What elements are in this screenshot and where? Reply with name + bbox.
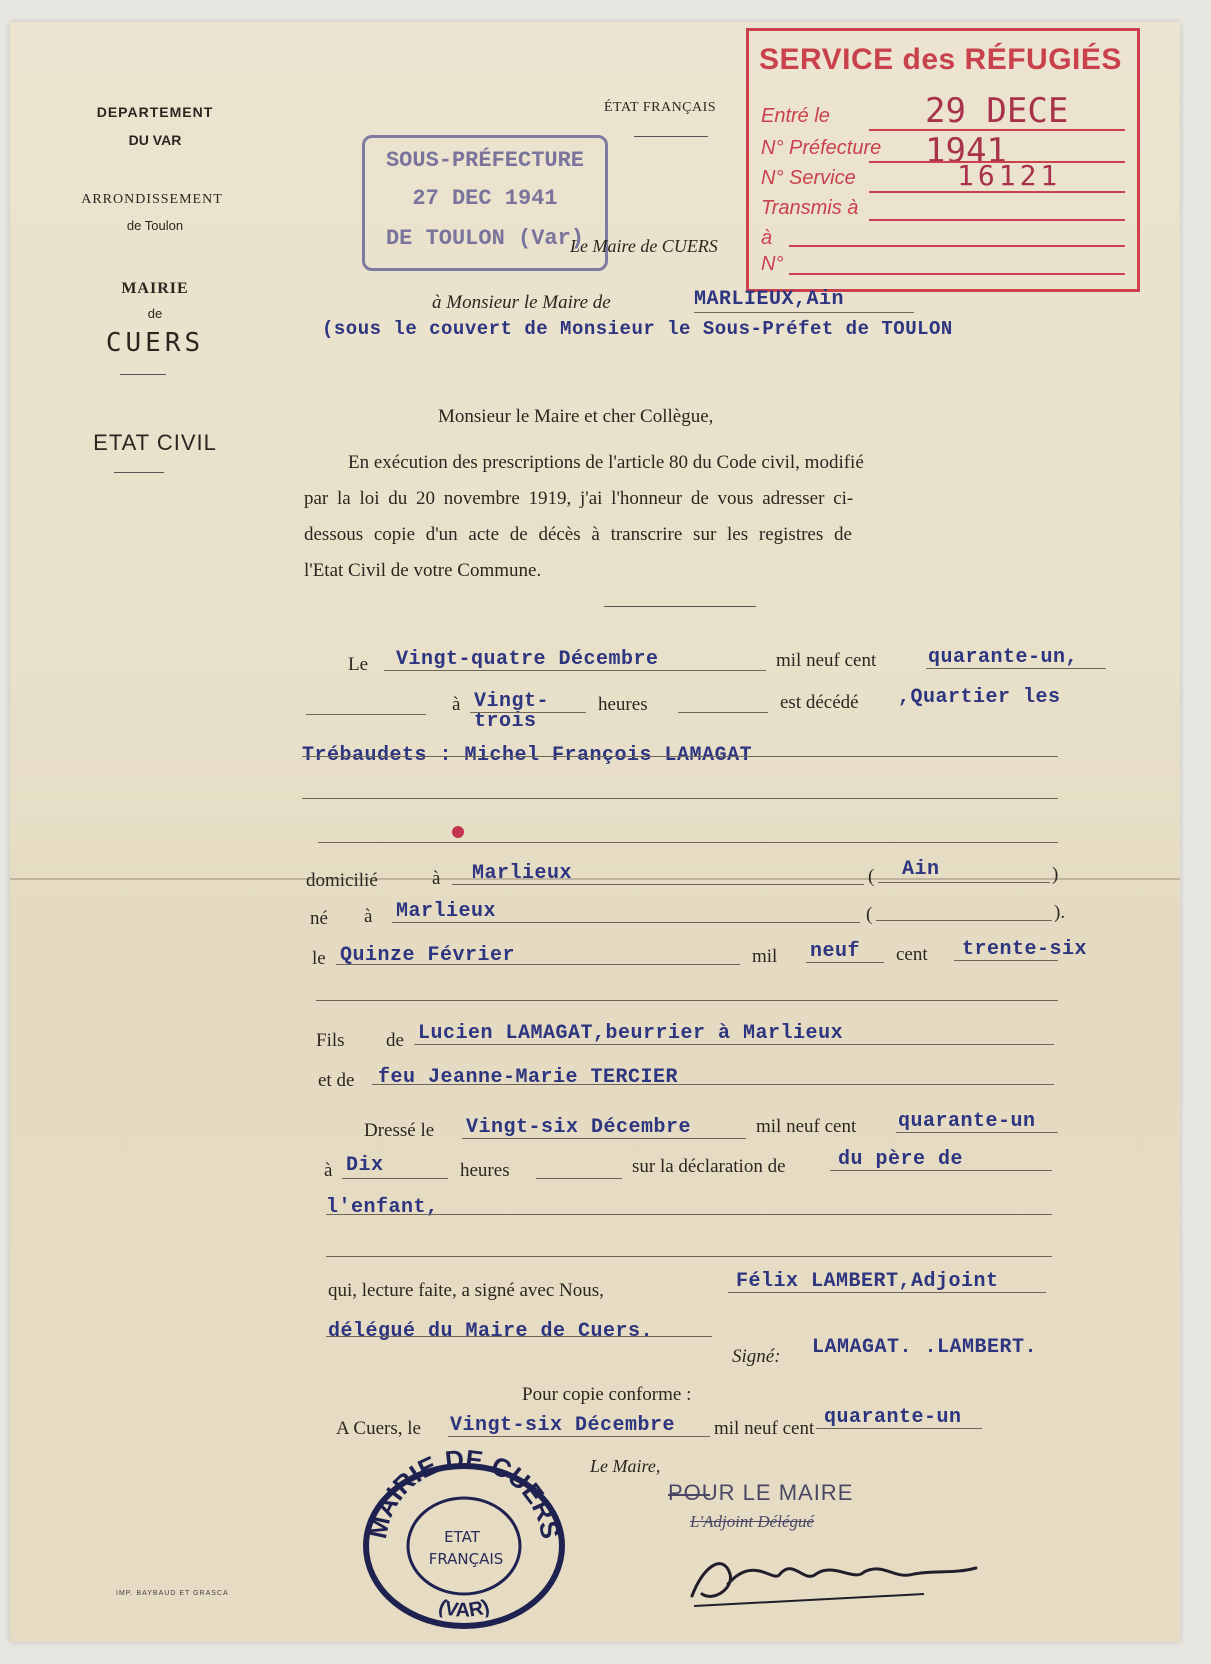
le-label: Le [348, 654, 369, 675]
underline [302, 756, 1058, 757]
birth-neuf: neuf [810, 940, 861, 963]
mother-name: feu Jeanne-Marie TERCIER [378, 1066, 679, 1089]
underline [316, 1000, 1058, 1001]
declarant-l1: du père de [838, 1148, 964, 1171]
seal-inner-l1: ETAT [444, 1528, 480, 1546]
dresse-hour: Dix [346, 1154, 384, 1177]
sous-couvert: (sous le couvert de Monsieur le Sous-Préfet de TOULON [322, 318, 953, 340]
paragraph-line: dessous copie d'un acte de décès à transcrire sur les registres de [304, 524, 852, 545]
underline [816, 1428, 982, 1429]
underline [926, 668, 1106, 669]
paren-close: ). [1054, 902, 1066, 923]
death-year: quarante-un, [928, 646, 1079, 669]
death-hour-l2: trois [474, 710, 537, 733]
declarant-l2: l'enfant, [326, 1196, 439, 1219]
a-cuers-le: A Cuers, le [336, 1418, 421, 1439]
death-date: Vingt-quatre Décembre [396, 648, 659, 671]
officer-l2: délégué du Maire de Cuers. [328, 1320, 654, 1343]
est-decede: est décédé [780, 692, 859, 713]
signe-label: Signé: [732, 1346, 781, 1367]
divider [114, 472, 164, 473]
etat-francais: ÉTAT FRANÇAIS [604, 100, 717, 115]
n-label: N° [761, 253, 784, 275]
underline [326, 1336, 712, 1337]
death-place-l1: ,Quartier les [898, 686, 1061, 709]
service-refugies-stamp [746, 28, 1140, 292]
dept-line2: DU VAR [128, 132, 182, 148]
prefecture-label: N° Préfecture [761, 137, 882, 159]
pour-copie: Pour copie conforme : [522, 1384, 692, 1405]
underline [336, 964, 740, 965]
fils-label: Fils [316, 1030, 345, 1051]
mil-label: mil [752, 946, 778, 967]
signature-drawing [684, 1544, 984, 1614]
a-label: à [324, 1160, 333, 1181]
underline [306, 714, 426, 715]
a-monsieur: à Monsieur le Maire de [432, 292, 611, 313]
underline [392, 922, 860, 923]
underline [728, 1292, 1046, 1293]
entre-label: Entré le [761, 105, 830, 127]
qui-lecture: qui, lecture faite, a signé avec Nous, [328, 1280, 604, 1301]
adjoint-delegue: L'Adjoint Délégué [690, 1512, 815, 1531]
town-name: CUERS [105, 328, 205, 358]
underline [954, 960, 1058, 961]
death-place-name: Trébaudets : Michel François LAMAGAT [302, 744, 753, 767]
divider [604, 606, 756, 607]
paragraph-line: par la loi du 20 novembre 1919, j'ai l'honneur de vous adresser ci- [304, 488, 854, 509]
dept-line1: DEPARTEMENT [96, 104, 214, 120]
seal-outer-text: MAIRIE DE CUERS [362, 1450, 566, 1542]
le-label: le [312, 948, 326, 969]
transmis-label: Transmis à [761, 197, 859, 219]
arr-line1: ARRONDISSEMENT [81, 192, 223, 207]
heures-label: heures [598, 694, 648, 715]
underline [448, 1436, 710, 1437]
underline [470, 712, 586, 713]
stamp-line1: SOUS-PRÉFECTURE [385, 148, 585, 173]
divider [634, 136, 708, 137]
birth-date: Quinze Février [340, 944, 516, 967]
underline [318, 842, 1058, 843]
a-label: à [761, 227, 773, 249]
underline [302, 798, 1058, 799]
dresse-date: Vingt-six Décembre [466, 1116, 692, 1139]
sur-declaration: sur la déclaration de [632, 1156, 786, 1177]
a-label: à [452, 694, 461, 715]
printer-mark: IMP. BAYBAUD ET GRASCA [116, 1590, 229, 1597]
underline [806, 962, 884, 963]
underline [678, 712, 768, 713]
paren-open: ( [868, 866, 875, 887]
domicilie-label: domicilié [306, 870, 378, 891]
underline [462, 1138, 746, 1139]
paragraph-line: En exécution des prescriptions de l'article 80 du Code civil, modifié [348, 452, 864, 473]
service-value: 16121 [957, 159, 1062, 192]
de-label: de [386, 1030, 404, 1051]
underline [878, 882, 1050, 883]
ink-spot [452, 826, 464, 838]
paren-close: ) [1052, 864, 1059, 885]
stamp-line2: 27 DEC 1941 [412, 186, 558, 211]
domicile: Marlieux [472, 862, 573, 885]
father-name: Lucien LAMAGAT,beurrier à Marlieux [418, 1022, 844, 1045]
pour-le-maire-stamp: POUR LE MAIRE [668, 1480, 854, 1505]
underline [536, 1178, 622, 1179]
mairie-label: MAIRIE [121, 280, 189, 297]
birthplace: Marlieux [396, 900, 497, 923]
arr-line2: de Toulon [126, 218, 184, 233]
paren-open: ( [866, 904, 873, 925]
underline [414, 1044, 1054, 1045]
underline [896, 1132, 1058, 1133]
mil-neuf-cent: mil neuf cent [714, 1418, 815, 1439]
underline [342, 1178, 448, 1179]
underline [372, 1084, 1054, 1085]
mil-neuf-cent: mil neuf cent [756, 1116, 857, 1137]
paragraph-line: l'Etat Civil de votre Commune. [304, 560, 542, 581]
underline [876, 920, 1052, 921]
underline [326, 1256, 1052, 1257]
a-label: à [432, 868, 441, 889]
divider [120, 374, 166, 375]
birth-year: trente-six [962, 938, 1088, 961]
le-maire-de: Le Maire de CUERS [570, 236, 718, 256]
stamp-line3: DE TOULON (Var) [385, 226, 585, 251]
signatures: LAMAGAT. .LAMBERT. [812, 1336, 1038, 1359]
underline [326, 1214, 1052, 1215]
fold-crease [10, 878, 1180, 880]
de-label: de [147, 306, 163, 321]
copy-date: Vingt-six Décembre [450, 1414, 676, 1437]
underline [384, 670, 766, 671]
underline [694, 312, 914, 313]
cent-label: cent [896, 944, 928, 965]
seal-inner-l2: FRANÇAIS [428, 1550, 504, 1568]
service-label: N° Service [761, 167, 856, 189]
le-maire: Le Maire, [590, 1456, 661, 1476]
a-label: à [364, 906, 373, 927]
underline [830, 1170, 1052, 1171]
dresse-le-label: Dressé le [364, 1120, 435, 1141]
etat-civil-label: ETAT CIVIL [93, 430, 217, 455]
domicile-dept: Ain [902, 858, 940, 881]
mairie-seal [358, 1450, 570, 1630]
strike [668, 1494, 710, 1496]
et-de-label: et de [318, 1070, 355, 1091]
dresse-year: quarante-un [898, 1110, 1036, 1133]
death-hour-l1: Vingt- [474, 690, 550, 713]
salutation: Monsieur le Maire et cher Collègue, [438, 406, 714, 427]
svg-text:(VAR) [436, 1596, 492, 1622]
dest-commune: MARLIEUX,Ain [694, 288, 845, 311]
copy-year: quarante-un [824, 1406, 962, 1429]
heures-label: heures [460, 1160, 510, 1181]
entre-value: 29 DECE 1941 [925, 91, 1069, 171]
mil-neuf-cent: mil neuf cent [776, 650, 877, 671]
underline [452, 884, 864, 885]
ne-label: né [310, 908, 328, 929]
seal-bottom-text: (VAR) [435, 1595, 493, 1622]
stamp-title: SERVICE des RÉFUGIÉS [759, 43, 1122, 76]
officer-l1: Félix LAMBERT,Adjoint [736, 1270, 999, 1293]
